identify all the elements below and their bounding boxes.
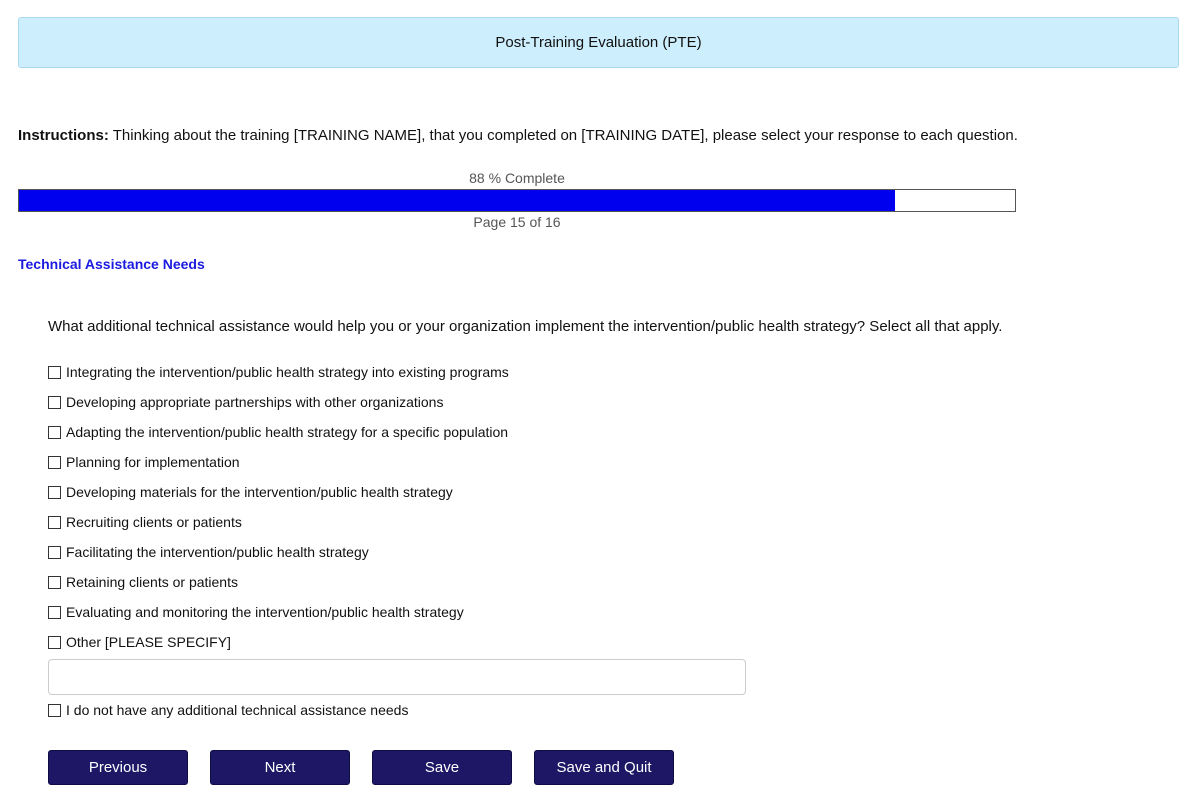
- checkbox[interactable]: [48, 636, 61, 649]
- section-title: Technical Assistance Needs: [18, 256, 205, 272]
- checkbox[interactable]: [48, 426, 61, 439]
- checkbox[interactable]: [48, 366, 61, 379]
- page-title: Post-Training Evaluation (PTE): [495, 34, 702, 51]
- progress-percent-label: 88 % Complete: [469, 170, 565, 186]
- option-partnerships[interactable]: [48, 394, 509, 424]
- checkbox[interactable]: [48, 576, 61, 589]
- option-retaining[interactable]: [48, 574, 509, 604]
- instructions: [18, 127, 1018, 144]
- option-label: Developing appropriate partnerships with other organizations: [66, 394, 444, 410]
- checkbox[interactable]: [48, 396, 61, 409]
- instructions-label: Instructions:: [18, 127, 109, 144]
- previous-button[interactable]: Previous: [48, 750, 188, 785]
- progress-bar-fill: [19, 190, 895, 211]
- checkbox[interactable]: [48, 606, 61, 619]
- next-button[interactable]: Next: [210, 750, 350, 785]
- checkbox[interactable]: [48, 546, 61, 559]
- page-indicator: Page 15 of 16: [473, 214, 561, 230]
- option-developing-materials[interactable]: [48, 484, 509, 514]
- options-list: [48, 364, 509, 664]
- option-integrating[interactable]: [48, 364, 509, 394]
- checkbox[interactable]: [48, 486, 61, 499]
- progress-bar: [18, 189, 1016, 212]
- save-and-quit-button[interactable]: Save and Quit: [534, 750, 674, 785]
- option-label: Integrating the intervention/public health strategy into existing programs: [66, 364, 509, 380]
- navigation-buttons: [48, 750, 674, 785]
- save-button[interactable]: Save: [372, 750, 512, 785]
- option-label: Retaining clients or patients: [66, 574, 238, 590]
- option-label: I do not have any additional technical assistance needs: [66, 702, 409, 718]
- option-label: Other [PLEASE SPECIFY]: [66, 634, 231, 650]
- option-label: Developing materials for the intervention/public health strategy: [66, 484, 453, 500]
- option-adapting[interactable]: [48, 424, 509, 454]
- option-evaluating[interactable]: [48, 604, 509, 634]
- question-text: What additional technical assistance would help you or your organization implement the intervention/public health strategy? Select all that apply.: [48, 318, 1003, 335]
- option-label: Recruiting clients or patients: [66, 514, 242, 530]
- option-label: Planning for implementation: [66, 454, 240, 470]
- header-bar: [18, 17, 1179, 68]
- instructions-text: Thinking about the training [TRAINING NAME], that you completed on [TRAINING DATE], please select your response to each question.: [108, 127, 1018, 144]
- checkbox[interactable]: [48, 456, 61, 469]
- option-recruiting[interactable]: [48, 514, 509, 544]
- option-no-needs[interactable]: [48, 702, 408, 722]
- option-planning[interactable]: [48, 454, 509, 484]
- checkbox[interactable]: [48, 516, 61, 529]
- other-specify-input[interactable]: [48, 659, 746, 695]
- option-label: Adapting the intervention/public health strategy for a specific population: [66, 424, 509, 440]
- option-label: Facilitating the intervention/public health strategy: [66, 544, 369, 560]
- option-facilitating[interactable]: [48, 544, 509, 574]
- option-label: Evaluating and monitoring the intervention/public health strategy: [66, 604, 464, 620]
- checkbox[interactable]: [48, 704, 61, 717]
